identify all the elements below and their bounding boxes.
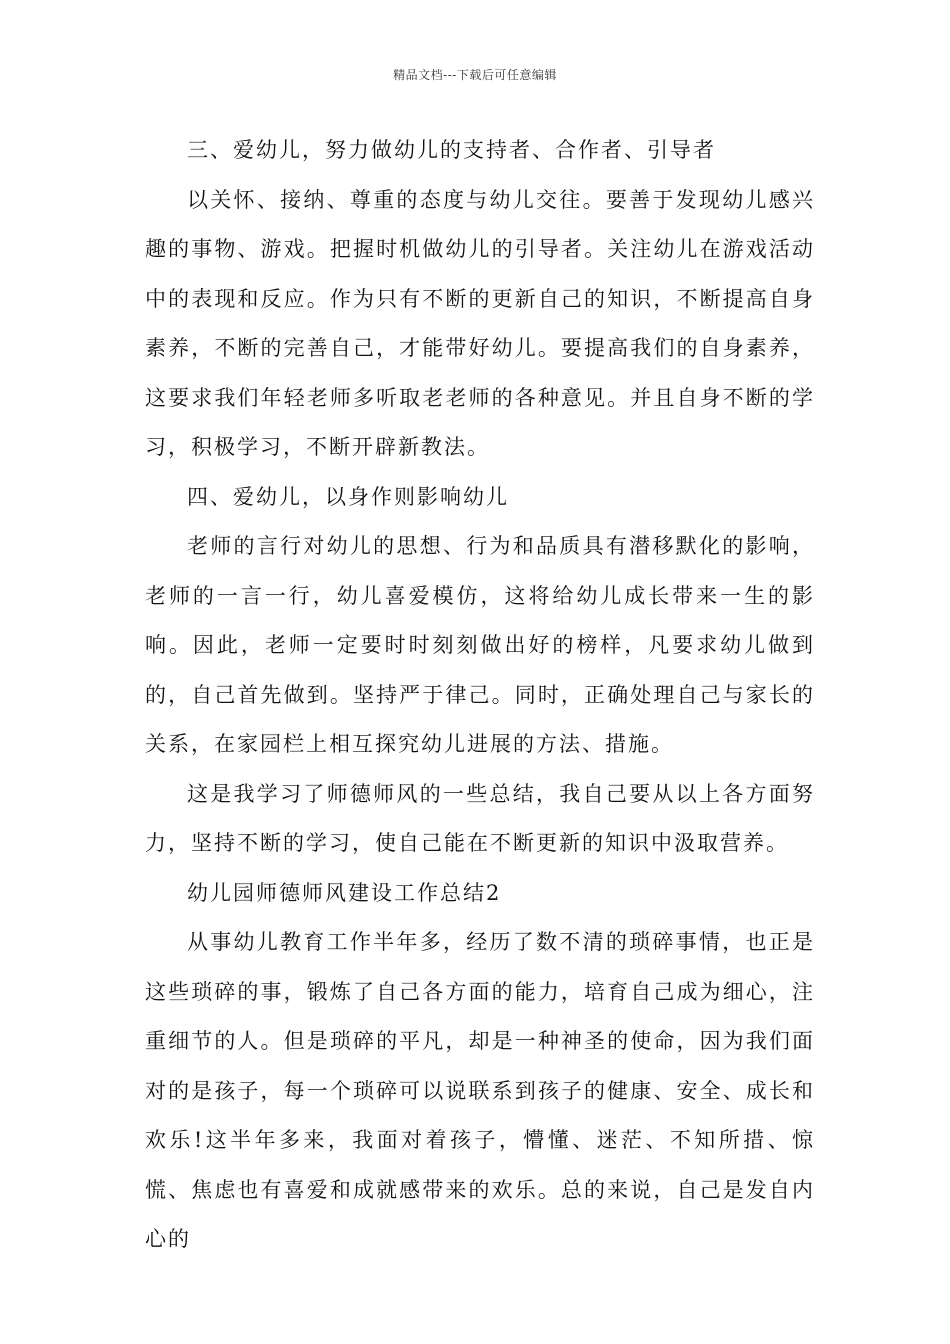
- paragraph: 这是我学习了师德师风的一些总结，我自己要从以上各方面努力，坚持不断的学习，使自己能在不断更新的知识中汲取营养。: [145, 781, 815, 855]
- paragraph: 老师的言行对幼儿的思想、行为和品质具有潜移默化的影响，老师的一言一行，幼儿喜爱模仿，这将给幼儿成长带来一生的影响。因此，老师一定要时时刻刻做出好的榜样，凡要求幼儿做到的，自己首先做到。坚持严于律己。同时，正确处理自己与家长的关系，在家园栏上相互探究幼儿进展的方法、措施。: [145, 534, 815, 756]
- document-body: [145, 126, 815, 1265]
- section-heading-3: 三、爱幼儿，努力做幼儿的支持者、合作者、引导者: [187, 138, 716, 162]
- section-heading-4: 四、爱幼儿，以身作则影响幼儿: [187, 484, 509, 509]
- paragraph: 从事幼儿教育工作半年多，经历了数不清的琐碎事情，也正是这些琐碎的事，锻炼了自己各方面的能力，培育自己成为细心，注重细节的人。但是琐碎的平凡，却是一种神圣的使命，因为我们面对的是孩子，每一个琐碎可以说联系到孩子的健康、安全、成长和欢乐!这半年多来，我面对着孩子，懵懂、迷茫、不知所措、惊慌、焦虑也有喜爱和成就感带来的欢乐。总的来说，自己是发自内心的: [145, 930, 815, 1251]
- page-header: 精品文档---下载后可任意编辑: [393, 68, 557, 82]
- paragraph: 以关怀、接纳、尊重的态度与幼儿交往。要善于发现幼儿感兴趣的事物、游戏。把握时机做幼儿的引导者。关注幼儿在游戏活动中的表现和反应。作为只有不断的更新自己的知识，不断提高自身素养，不断的完善自己，才能带好幼儿。要提高我们的自身素养，这要求我们年轻老师多听取老老师的各种意见。并且自身不断的学习，积极学习，不断开辟新教法。: [145, 187, 815, 459]
- article-title: 幼儿园师德师风建设工作总结2: [187, 880, 502, 905]
